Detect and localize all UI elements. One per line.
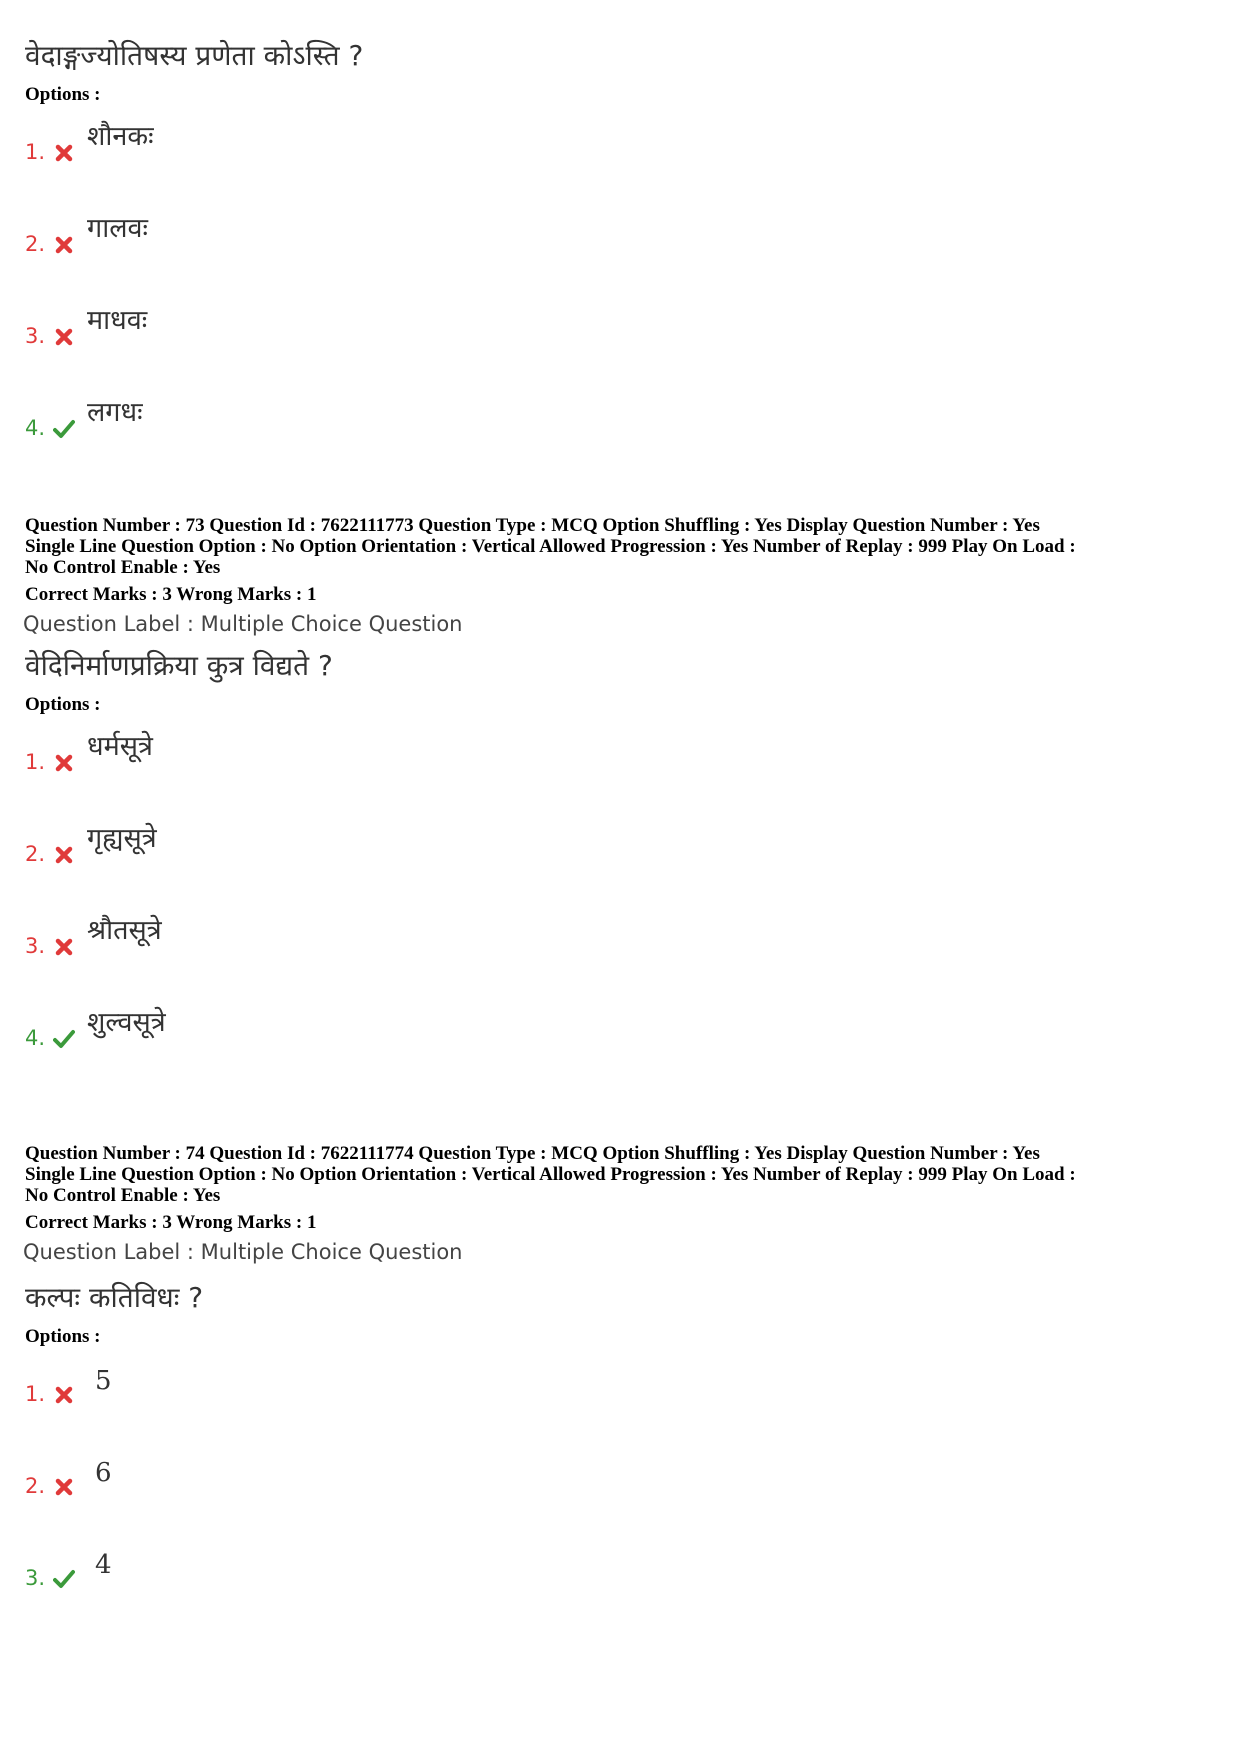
- option-text: 5: [95, 1366, 112, 1396]
- option-number: 3.: [25, 934, 46, 958]
- meta-line-2: Single Line Question Option : No Option Orientation : Vertical Allowed Progression : Yes Number of Replay : 999 Play On Load :: [25, 536, 1076, 557]
- options-list: [25, 1354, 1215, 1630]
- question-74: [25, 1143, 1215, 1630]
- option-1: [25, 722, 1215, 814]
- option-1: [25, 1354, 1215, 1446]
- option-3: [25, 1538, 1215, 1630]
- option-number: 1.: [25, 140, 46, 164]
- options-list: [25, 722, 1215, 1090]
- option-2: [25, 204, 1215, 296]
- meta-line-3: No Control Enable : Yes: [25, 1185, 221, 1206]
- question-meta: [25, 515, 1215, 578]
- option-text: 4: [95, 1550, 112, 1580]
- options-list: [25, 112, 1215, 480]
- option-text: धर्मसूत्रे: [87, 731, 153, 762]
- meta-line-2: Single Line Question Option : No Option Orientation : Vertical Allowed Progression : Yes Number of Replay : 999 Play On Load :: [25, 1164, 1076, 1185]
- option-4: [25, 388, 1215, 480]
- option-number: 2.: [25, 232, 46, 256]
- marks-info: Correct Marks : 3 Wrong Marks : 1: [25, 1212, 317, 1233]
- check-icon: [53, 1028, 75, 1050]
- question-73: [25, 515, 1215, 1090]
- question-text: वेदिनिर्माणप्रक्रिया कुत्र विद्यते ?: [25, 649, 333, 682]
- option-3: [25, 906, 1215, 998]
- check-icon: [53, 1568, 75, 1590]
- meta-line-3: No Control Enable : Yes: [25, 557, 221, 578]
- option-text: श्रौतसूत्रे: [87, 915, 162, 946]
- option-text: 6: [95, 1458, 112, 1488]
- option-text: गालवः: [87, 213, 148, 244]
- options-label: Options :: [25, 694, 101, 715]
- option-text: गृह्यसूत्रे: [87, 823, 157, 854]
- check-icon: [53, 418, 75, 440]
- option-text: माधवः: [87, 305, 148, 336]
- cross-icon: [53, 326, 75, 348]
- meta-line-1: Question Number : 73 Question Id : 7622111773 Question Type : MCQ Option Shuffling : Yes Display Question Number : Yes: [25, 515, 1040, 536]
- option-text: शुल्वसूत्रे: [87, 1007, 166, 1038]
- option-4: [25, 998, 1215, 1090]
- option-number: 2.: [25, 1474, 46, 1498]
- question-72: [25, 38, 1215, 480]
- options-label: Options :: [25, 84, 101, 105]
- option-2: [25, 814, 1215, 906]
- cross-icon: [53, 936, 75, 958]
- cross-icon: [53, 752, 75, 774]
- option-number: 2.: [25, 842, 46, 866]
- question-meta: [25, 1143, 1215, 1206]
- options-label: Options :: [25, 1326, 101, 1347]
- question-label: Question Label : Multiple Choice Question: [23, 612, 463, 636]
- question-text: कल्पः कतिविधः ?: [25, 1281, 204, 1314]
- option-text: शौनकः: [87, 121, 154, 152]
- option-number: 1.: [25, 750, 46, 774]
- marks-info: Correct Marks : 3 Wrong Marks : 1: [25, 584, 317, 605]
- option-3: [25, 296, 1215, 388]
- option-number: 3.: [25, 324, 46, 348]
- cross-icon: [53, 142, 75, 164]
- cross-icon: [53, 234, 75, 256]
- option-number: 4.: [25, 416, 46, 440]
- option-2: [25, 1446, 1215, 1538]
- option-number: 1.: [25, 1382, 46, 1406]
- meta-line-1: Question Number : 74 Question Id : 7622111774 Question Type : MCQ Option Shuffling : Yes Display Question Number : Yes: [25, 1143, 1040, 1164]
- option-1: [25, 112, 1215, 204]
- cross-icon: [53, 844, 75, 866]
- option-number: 3.: [25, 1566, 46, 1590]
- question-label: Question Label : Multiple Choice Question: [23, 1240, 463, 1264]
- cross-icon: [53, 1384, 75, 1406]
- question-text: वेदाङ्गज्योतिषस्य प्रणेता कोऽस्ति ?: [25, 39, 364, 72]
- option-text: लगधः: [87, 397, 143, 428]
- cross-icon: [53, 1476, 75, 1498]
- option-number: 4.: [25, 1026, 46, 1050]
